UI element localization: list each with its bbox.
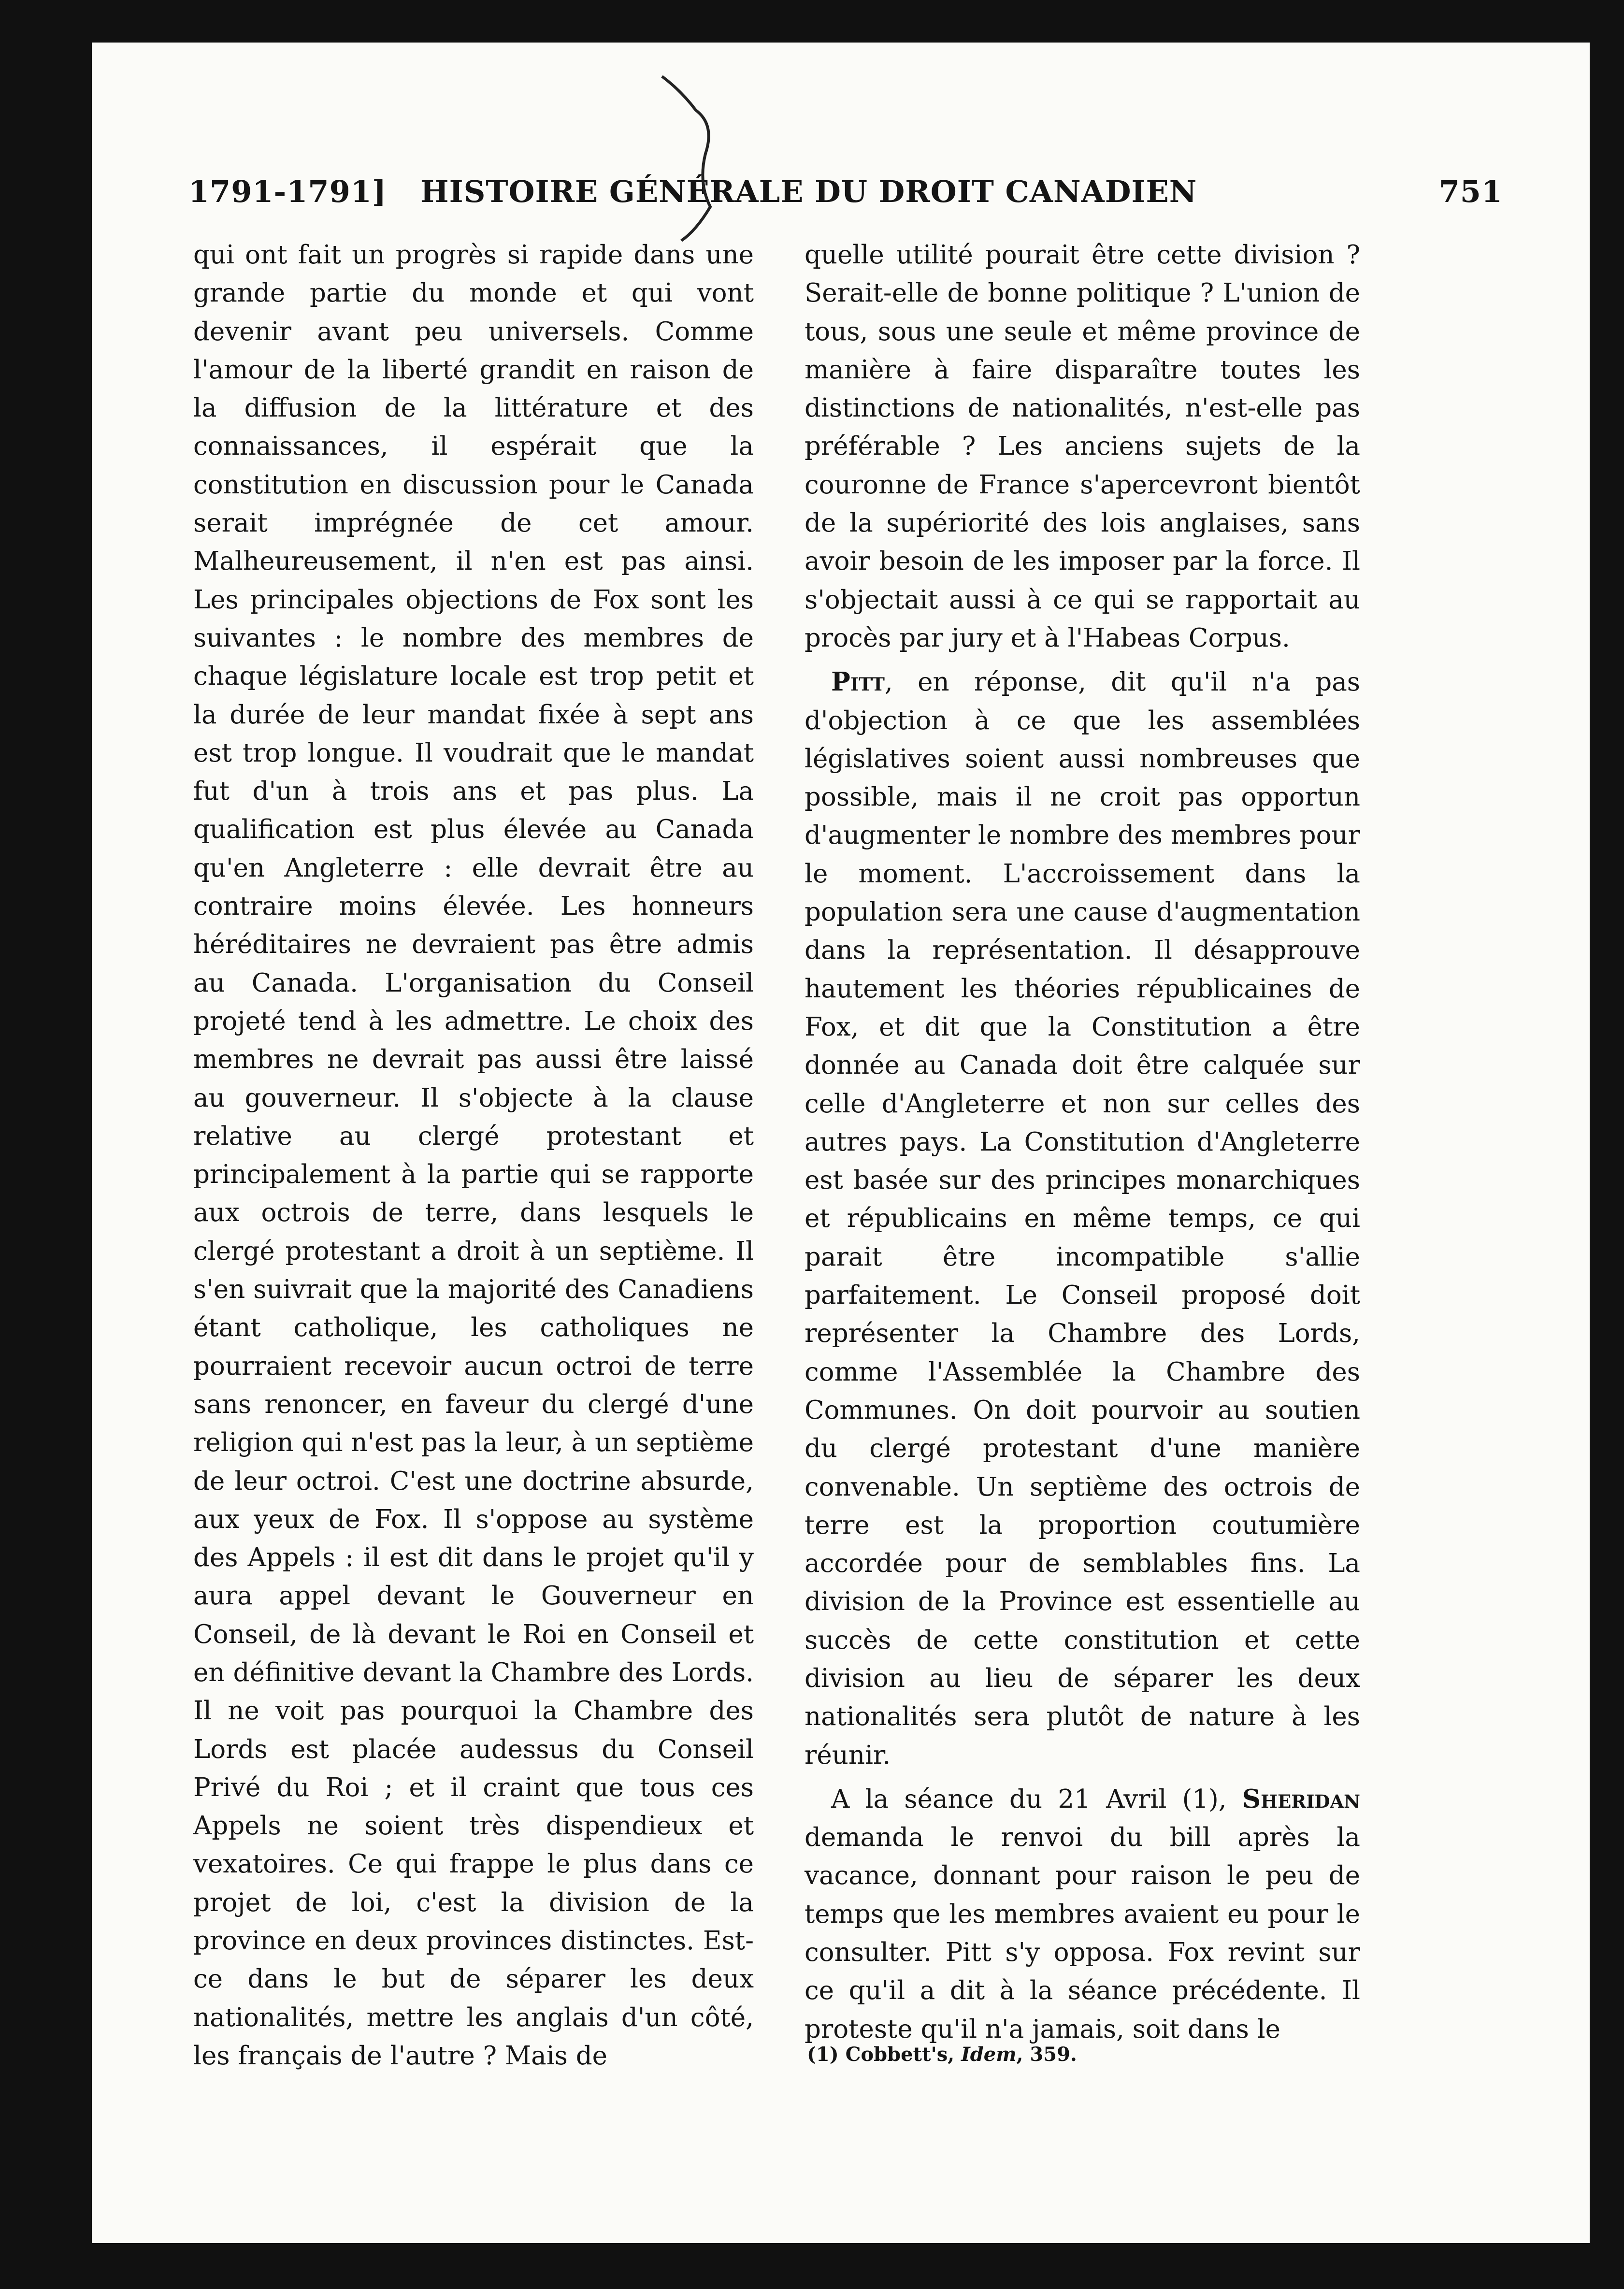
scan-border-bottom (0, 2243, 1624, 2289)
right-paragraph-2-text: , en réponse, dit qu'il n'a pas d'objection à ce que les assemblées législatives soient aussi nombreuses que possible, mais il ne croit pas opportun d'augmenter le nombre des membres pour le moment. L'accroissement dans la population sera une cause d'augmentation dans la représentation. Il désapprouve hautement les théories républicaines de Fox, et dit que la Constitution a être donnée au Canada doit être calquée sur celle d'Angleterre et non sur celles des autres pays. La Constitution d'Angleterre est basée sur des principes monarchiques et républicains en même temps, ce qui parait être incompatible s'allie parfaitement. Le Conseil proposé doit représenter la Chambre des Lords, comme l'Assemblée la Chambre des Communes. On doit pourvoir au soutien du clergé protestant d'une manière convenable. Un septième des octrois de terre est la proportion coutumière accordée pour de semblables fins. La division de la Province est essentielle au succès de cette constitution et cette division au lieu de séparer les deux nationalités sera plutôt de nature à les réunir. (805, 667, 1360, 1770)
scan-border-top (0, 0, 1624, 43)
right-paragraph-3-end: demanda le renvoi du bill après la vacance, donnant pour raison le peu de temps que les membres avaient eu pour le consulter. Pitt s'y opposa. Fox revint sur ce qu'il a dit à la séance précédente. Il proteste qu'il n'a jamais, soit dans le (805, 1823, 1360, 2044)
speaker-name-sheridan: Sheridan (1242, 1784, 1360, 1814)
left-paragraph: qui ont fait un progrès si rapide dans une grande partie du monde et qui vont devenir avant peu universels. Comme l'amour de la liberté grandit en raison de la diffusion de la littérature et des connaissances, il espérait que la constitution en discussion pour le Canada serait imprégnée de cet amour. Malheureusement, il n'en est pas ainsi. Les principales objections de Fox sont les suivantes : le nombre des membres de chaque législature locale est trop petit et la durée de leur mandat fixée à sept ans est trop longue. Il voudrait que le mandat fut d'un à trois ans et pas plus. La qualification est plus élevée au Canada qu'en Angleterre : elle devrait être au contraire moins élevée. Les honneurs héréditaires ne devraient pas être admis au Canada. L'organisation du Conseil projeté tend à les admettre. Le choix des membres ne devrait pas aussi être laissé au gouverneur. Il s'objecte à la clause relative au clergé protestant et principalement à la partie qui se rapporte aux octrois de terre, dans lesquels le clergé protestant a droit à un septième. Il s'en suivrait que la majorité des Canadiens étant catholique, les catholiques ne pourraient recevoir aucun octroi de terre sans renoncer, en faveur du clergé d'une religion qui n'est pas la leur, à un septième de leur octroi. C'est une doctrine absurde, aux yeux de Fox. Il s'oppose au système des Appels : il est dit dans le projet qu'il y aura appel devant le Gouverneur en Conseil, de là devant le Roi en Conseil et en définitive devant la Chambre des Lords. Il ne voit pas pourquoi la Chambre des Lords est placée audessus du Conseil Privé du Roi ; et il craint que tous ces Appels ne soient très dispendieux et vexatoires. Ce qui frappe le plus dans ce projet de loi, c'est la division de la province en deux provinces distinctes. Est-ce dans le but de séparer les deux nationalités, mettre les anglais d'un côté, les français de l'autre ? Mais de (193, 240, 754, 2071)
scan-border-right (1590, 0, 1624, 2289)
footnote-marker: (1) Cobbett's, (807, 2043, 962, 2066)
footnote-source: Idem (961, 2043, 1017, 2066)
right-paragraph-3-start: A la séance du 21 Avril (1), (831, 1784, 1242, 1814)
header-year-range: 1791-1791] (188, 174, 387, 209)
running-header (188, 174, 1503, 213)
page-number: 751 (1438, 174, 1503, 209)
scan-border-left (0, 0, 92, 2289)
right-column (805, 236, 1360, 2048)
right-paragraph-2 (805, 663, 1360, 1774)
speaker-name-pitt: Pitt (831, 667, 885, 697)
footnote-page: , 359. (1016, 2043, 1077, 2066)
right-paragraph-1: quelle utilité pourait être cette division ? Serait-elle de bonne politique ? L'union de tous, sous une seule et même province de manière à faire disparaître toutes les distinctions de nationalités, n'est-elle pas préférable ? Les anciens sujets de la couronne de France s'apercevront bientôt de la supériorité des lois anglaises, sans avoir besoin de les imposer par la force. Il s'objectait aussi à ce qui se rapportait au procès par jury et à l'Habeas Corpus. (805, 240, 1360, 653)
header-title: HISTOIRE GÉNÉRALE DU DROIT CANADIEN (420, 174, 1197, 209)
left-column (193, 236, 754, 2075)
pen-stroke-mark (652, 72, 725, 255)
right-paragraph-3 (805, 1780, 1360, 2048)
footnote (807, 2043, 1358, 2066)
book-page (92, 43, 1590, 2243)
